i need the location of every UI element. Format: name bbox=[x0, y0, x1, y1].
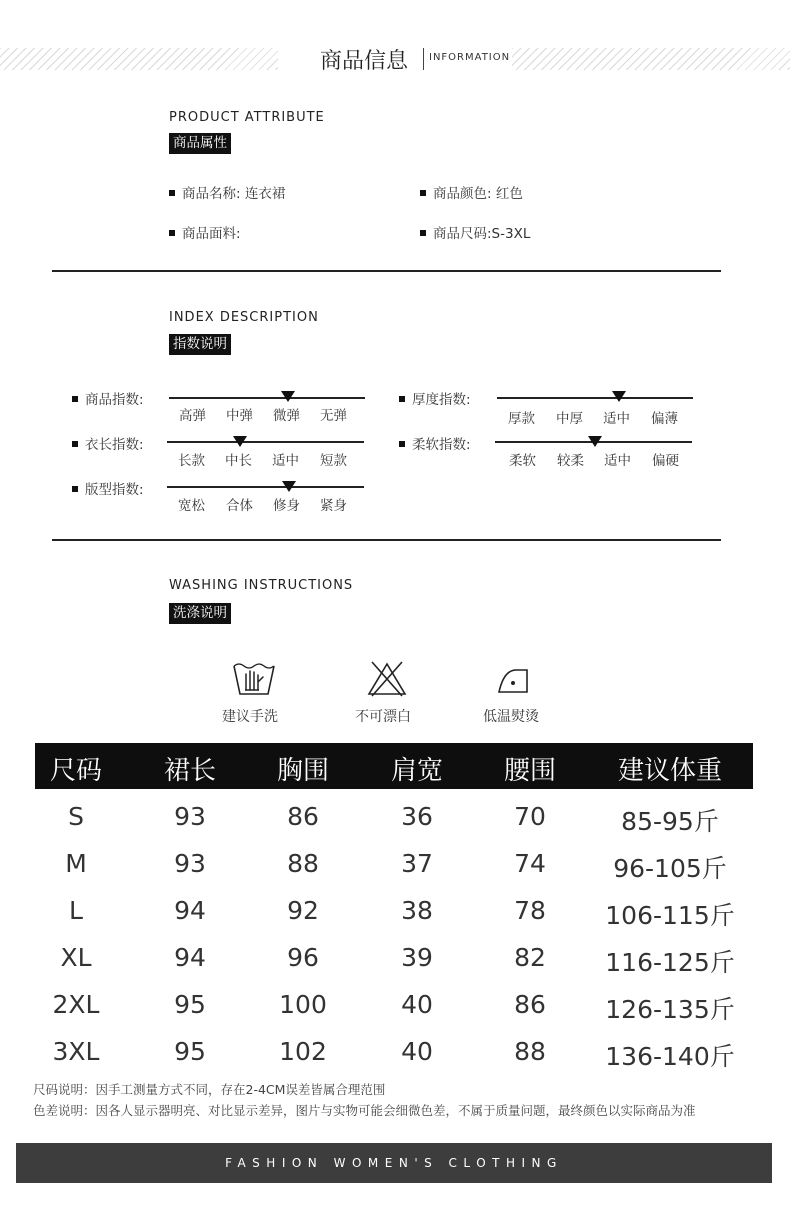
table-cell: 92 bbox=[287, 896, 319, 925]
index-marker-icon bbox=[588, 436, 602, 447]
table-cell: 74 bbox=[514, 849, 546, 878]
index-scale-line bbox=[497, 397, 693, 399]
table-header-cell: 肩宽 bbox=[390, 756, 443, 786]
hand-wash-icon bbox=[232, 660, 276, 698]
index-marker-icon bbox=[282, 481, 296, 492]
index-option: 宽松 bbox=[178, 498, 205, 514]
header-separator bbox=[423, 48, 424, 70]
index-option: 合体 bbox=[226, 498, 253, 514]
table-cell: 82 bbox=[514, 943, 546, 972]
attribute-item: 商品面料: bbox=[169, 222, 241, 242]
table-cell: 106-115斤 bbox=[605, 901, 735, 930]
index-marker-icon bbox=[612, 391, 626, 402]
table-cell: 100 bbox=[279, 990, 327, 1019]
table-header-cell: 尺码 bbox=[49, 756, 102, 786]
table-cell: 88 bbox=[287, 849, 319, 878]
table-cell: 126-135斤 bbox=[605, 995, 735, 1024]
table-header-cell: 建议体重 bbox=[617, 756, 722, 786]
index-option: 短款 bbox=[320, 453, 347, 469]
table-cell: 70 bbox=[514, 802, 546, 831]
bullet-icon bbox=[72, 441, 78, 447]
footer-text: FASHION WOMEN'S CLOTHING bbox=[225, 1156, 563, 1170]
section-divider bbox=[52, 539, 721, 541]
bullet-icon bbox=[399, 441, 405, 447]
bullet-icon bbox=[420, 190, 426, 196]
table-cell: 102 bbox=[279, 1037, 327, 1066]
header-hatch-left bbox=[0, 48, 278, 70]
index-scale-line bbox=[167, 486, 364, 488]
table-cell: 40 bbox=[401, 990, 433, 1019]
table-cell: XL bbox=[60, 943, 92, 972]
bullet-icon bbox=[399, 396, 405, 402]
bullet-icon bbox=[169, 190, 175, 196]
table-cell: 78 bbox=[514, 896, 546, 925]
index-option: 中厚 bbox=[556, 411, 583, 427]
index-option: 适中 bbox=[603, 411, 630, 427]
header-hatch-right bbox=[512, 48, 790, 70]
low-iron-icon bbox=[496, 664, 530, 696]
index-scale-line bbox=[169, 397, 365, 399]
bullet-icon bbox=[72, 486, 78, 492]
washing-label: 建议手洗 bbox=[222, 709, 278, 725]
size-note: 尺码说明：因手工测量方式不同，存在2-4CM误差皆属合理范围 bbox=[33, 1082, 386, 1097]
index-option: 柔软 bbox=[509, 453, 536, 469]
table-cell: M bbox=[65, 849, 87, 878]
index-option: 较柔 bbox=[557, 453, 584, 469]
table-cell: 93 bbox=[174, 849, 206, 878]
attribute-item: 商品名称: 连衣裙 bbox=[169, 182, 285, 202]
table-cell: 38 bbox=[401, 896, 433, 925]
bullet-icon bbox=[72, 396, 78, 402]
washing-label: 不可漂白 bbox=[355, 709, 411, 725]
table-header-cell: 裙长 bbox=[163, 756, 216, 786]
index-marker-icon bbox=[233, 436, 247, 447]
table-cell: 3XL bbox=[52, 1037, 100, 1066]
table-cell: 94 bbox=[174, 896, 206, 925]
table-cell: 86 bbox=[514, 990, 546, 1019]
table-cell: 86 bbox=[287, 802, 319, 831]
washing-title-en: WASHING INSTRUCTIONS bbox=[169, 578, 354, 593]
bullet-icon bbox=[420, 230, 426, 236]
index-option: 中长 bbox=[225, 453, 252, 469]
index-option: 适中 bbox=[272, 453, 299, 469]
index-option: 紧身 bbox=[320, 498, 347, 514]
index-title-en: INDEX DESCRIPTION bbox=[169, 310, 319, 325]
index-option: 无弹 bbox=[320, 408, 347, 424]
table-cell: 40 bbox=[401, 1037, 433, 1066]
table-cell: 95 bbox=[174, 990, 206, 1019]
attribute-item: 商品颜色: 红色 bbox=[420, 182, 523, 202]
header-subtitle: INFORMATION bbox=[429, 52, 511, 63]
index-label: 厚度指数: bbox=[399, 388, 471, 408]
table-cell: 96-105斤 bbox=[613, 854, 727, 883]
section-divider bbox=[52, 270, 721, 272]
table-header-cell: 腰围 bbox=[503, 756, 556, 786]
index-option: 适中 bbox=[604, 453, 631, 469]
washing-label: 低温熨烫 bbox=[483, 709, 539, 725]
table-header-cell: 胸围 bbox=[276, 756, 329, 786]
table-cell: 88 bbox=[514, 1037, 546, 1066]
table-cell: L bbox=[69, 896, 83, 925]
index-option: 修身 bbox=[273, 498, 300, 514]
table-cell: 96 bbox=[287, 943, 319, 972]
attribute-title-en: PRODUCT ATTRIBUTE bbox=[169, 110, 325, 125]
index-option: 中弹 bbox=[226, 408, 253, 424]
table-cell: 93 bbox=[174, 802, 206, 831]
index-label: 版型指数: bbox=[72, 478, 144, 498]
index-option: 高弹 bbox=[179, 408, 206, 424]
index-label: 衣长指数: bbox=[72, 433, 144, 453]
index-label: 柔软指数: bbox=[399, 433, 471, 453]
attribute-title-cn: 商品属性 bbox=[169, 133, 231, 154]
no-bleach-icon bbox=[366, 660, 408, 698]
index-marker-icon bbox=[281, 391, 295, 402]
table-cell: 2XL bbox=[52, 990, 100, 1019]
index-option: 长款 bbox=[178, 453, 205, 469]
index-option: 偏薄 bbox=[651, 411, 678, 427]
bullet-icon bbox=[169, 230, 175, 236]
table-cell: S bbox=[68, 802, 84, 831]
index-scale-line bbox=[167, 441, 364, 443]
table-cell: 36 bbox=[401, 802, 433, 831]
header-title: 商品信息 bbox=[320, 49, 409, 74]
color-note: 色差说明：因各人显示器明亮、对比显示差异，图片与实物可能会细微色差，不属于质量问题，最终颜色以实际商品为准 bbox=[33, 1103, 696, 1118]
table-cell: 95 bbox=[174, 1037, 206, 1066]
attribute-item: 商品尺码:S-3XL bbox=[420, 222, 530, 242]
index-option: 偏硬 bbox=[652, 453, 679, 469]
index-option: 微弹 bbox=[273, 408, 300, 424]
table-cell: 39 bbox=[401, 943, 433, 972]
table-cell: 85-95斤 bbox=[621, 807, 719, 836]
index-title-cn: 指数说明 bbox=[169, 334, 231, 355]
table-cell: 94 bbox=[174, 943, 206, 972]
index-option: 厚款 bbox=[508, 411, 535, 427]
table-cell: 37 bbox=[401, 849, 433, 878]
washing-title-cn: 洗涤说明 bbox=[169, 603, 231, 624]
index-label: 商品指数: bbox=[72, 388, 144, 408]
table-cell: 136-140斤 bbox=[605, 1042, 735, 1071]
table-cell: 116-125斤 bbox=[605, 948, 735, 977]
